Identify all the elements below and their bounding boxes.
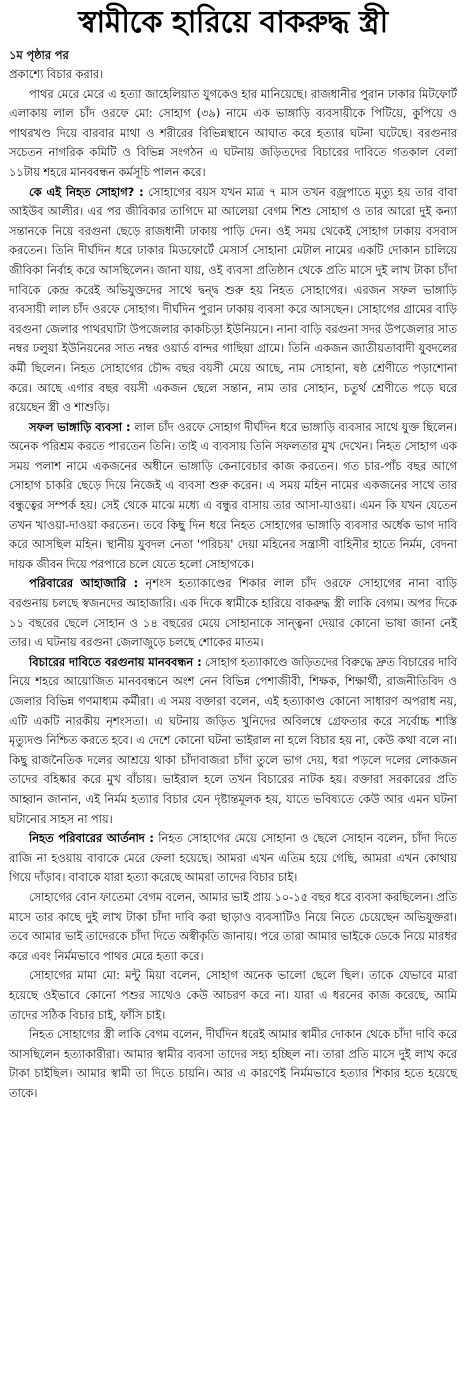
paragraph-text: নিহত সোহাগের মেয়ে সোহানা ও ছেলে সোহান বলেন, চাঁদা দিতে রাজি না হওয়ায় বাবাকে মেরে ফেলা হয়েছে। আমরা এখন এতিম হয়ে গেছি, আমরা এখন কোথায় গিয়ে দাঁড়াব। বাবাকে যারা হত্যা করেছে আমরা তাদের বিচার চাই।	[9, 831, 457, 885]
paragraph-text: নিহত সোহাগের স্ত্রী লাকি বেগম বলেন, দীর্ঘদিন ধরেই আমার স্বামীর দোকান থেকে চাঁদা দাবি করে আসছিলেন হত্যাকারীরা। আমার স্বামীর ব্যবসা তাদের সহ্য হচ্ছিল না। তারা প্রতি মাসে দুই লাখ করে টাকা চাইছিল। আমার স্বামী তা দিতে চায়নি। আর এ কারণেই নির্মমভাবে হত্যার শিকার হতে হয়েছে তাকে।	[9, 1027, 457, 1100]
article-body	[9, 46, 457, 1103]
paragraph	[9, 418, 457, 575]
paragraph	[9, 85, 457, 183]
paragraph-text: লাল চাঁদ ওরফে সোহাগ দীর্ঘদিন ধরে ভাঙ্গাড়ি ব্যবসার সাথে যুক্ত ছিলেন। অনেক পরিশ্রম করতে পারতেন তিনি। তাই এ ব্যবসায় তিনি সফলতার মুখ দেখেন। নিহত সোহাগ এক সময় পলাশ নামে একজনের অধীনে ভাঙ্গাড়ি কেনাবেচার কাজ করতেন। গত চার-পাঁচ বছর আগে সোহাগ চাকরি ছেড়ে দিয়ে নিজেই এ ব্যবসা শুরু করেন। এ সময় মহিন নামের একজনের সাথে তার বন্ধুত্বের সম্পর্ক হয়। সেই থেকে মাঝে মধ্যে এ বন্ধুর বাসায় তার আসা-যাওয়া। এমন কি যখন যেতেন তখন খাওয়া-দাওয়া করতেন। তবে কিছু দিন ধরে নিহত সোহাগের ভাঙ্গাড়ি ব্যবসার অর্ধেক ভাগ দাবি করে আসছিল মহিন। স্থানীয় যুবদল নেতা 'পরিচয়' দেয়া মহিনের সন্ত্রাসী বাহিনীর হাতে নির্মম, বেদনা দায়ক জীবন দিয়ে পরপারে চলে যেতে হলো সোহাগকে।	[9, 419, 457, 571]
headline: স্বামীকে হারিয়ে বাকরুদ্ধ স্ত্রী	[78, 5, 388, 40]
paragraph-text: সোহাগের বয়স যখন মাত্র ৭ মাস তখন বজ্রপাতে মৃত্যু হয় তার বাবা আইউব আলীর। এর পর জীবিকার তাগিদে মা আলেয়া বেগম শিশু সোহাগ ও তার আরো দুই কন্যা সন্তানকে নিয়ে বরগুনা ছেড়ে রাজধানী ঢাকায় পাড়ি দেন। ওই সময় থেকেই সোহাগ ঢাকায় বসবাস করতেন। তিনি দীর্ঘদিন ধরে ঢাকার মিডফোর্টে মেসার্স সোহানা মেটাল নামের একটি দোকান চালিয়ে জীবিকা নির্বাহ করে আসছিলেন। জানা যায়, ওই ব্যবসা প্রতিষ্ঠান থেকে প্রতি মাসে দুই লাখ টাকা চাঁদা দাবিকে কেন্দ্র করেই অভিযুক্তদের সাথে দ্বন্দ্ব শুরু হয় নিহত সোহাগের। এরজন সফল ভাঙ্গাড়ি ব্যবসায়ী লাল চাঁদ ওরফে সোহাগ। দীর্ঘদিন পুরান ঢাকায় ব্যবসা করে আসছেন। সোহাগের গ্রামের বাড়ি বরগুনা জেলার পাথরঘাটা উপজেলার কাকচিড়া ইউনিয়নে। নানা বাড়ি বরগুনা সদর উপজেলার সাত নম্বর ঢলুয়া ইউনিয়নের সাত নম্বর ওয়ার্ড বান্দর গাছিয়া গ্রামে। তিনি একজন জাতীয়তাবাদী যুবদলের কর্মী ছিলেন। নিহত সোহাগের চৌদ্দ বছর বয়সী মেয়ে আছে, নাম সোহানা, ষষ্ঠ শ্রেণীতে পড়াশোনা করে। আছে এগার বছর বয়সী একজন ছেলে সন্তান, নাম তার সোহান, চতুর্থ শ্রেণীতে পড়ে ঘরে রয়েছেন স্ত্রী ও শাশুড়ি।	[9, 184, 457, 415]
paragraph	[9, 183, 457, 418]
paragraph-subhead: বিচারের দাবিতে বরগুনায় মানববন্ধন :	[29, 654, 202, 669]
paragraph-text: সোহাগের মামা মো: মন্টু মিয়া বলেন, সোহাগ অনেক ভালো ছেলে ছিল। তাকে যেভাবে মারা হয়েছে ওইভাবে কোনো পশুর সাথেও কেউ আচরণ করে না। যারা এ ধরনের কাজ করেছে, আমি তাদের সঠিক বিচার চাই, ফাঁসি চাই।	[9, 968, 457, 1022]
paragraph-text: সোহাগের বোন ফাতেমা বেগম বলেন, আমার ভাই প্রায় ১০-১৫ বছর ধরে ব্যবসা করছিলেন। প্রতি মাসে তার কাছে দুই লাখ টাকা চাঁদা দাবি করা ছাড়াও ব্যবসাটিও নিয়ে নিতে চেয়েছেন অভিযুক্তরা। তবে আমার ভাই তাদেরকে চাঁদা দিতে অস্বীকৃতি জানায়। পরে তারা আমার ভাইকে ডেকে নিয়ে মারধর করে এবং নির্মমভাবে পাথর মেরে হত্যা করে।	[9, 889, 457, 963]
paragraph-text: প্রকাশ্যে বিচার করার।	[9, 67, 104, 81]
continued-from-label: ১ম পৃষ্ঠার পর	[9, 48, 69, 62]
paragraph-subhead: নিহত পরিবারের আর্তনাদ :	[29, 831, 154, 846]
paragraph	[9, 653, 457, 829]
paragraph-subhead: পরিবারের আহাজারি :	[29, 576, 139, 591]
paragraph-text: নৃশংস হত্যাকাণ্ডের শিকার লাল চাঁদ ওরফে সোহাগের নানা বাড়ি বরগুনায় চলছে স্বজনদের আহাজারি। এক দিকে স্বামীকে হারিয়ে বাকরুদ্ধ স্ত্রী লাকি বেগম। অপর দিকে ১১ বছরের ছেলে সোহান ও ১৪ বছরের মেয়ে সোহানাকে সান্ত্বনা দেয়ার কোনো ভাষা জানা নেই তার। এ ঘটনায় বরগুনা জেলাজুড়ে চলছে শোকের মাতম।	[9, 576, 457, 650]
paragraph-subhead: সফল ভাঙ্গাড়ি ব্যবসা :	[29, 419, 131, 434]
paragraph-text: পাথর মেরে মেরে এ হত্যা জাহেলিয়াত যুগকেও হার মানিয়েছে। রাজধানীর পুরান ঢাকার মিটফোর্ট এলাকায় লাল চাঁদ ওরফে মো: সোহাগ (৩৯) নামে এক ভাঙ্গাড়ি ব্যবসায়ীকে পিটিয়ে, কুপিয়ে ও পাথরখণ্ড দিয়ে বারবার মাথা ও শরীরের বিভিন্নস্থানে আঘাত করে হত্যার ঘটনা ঘটেছে। বরগুনার সচেতন নাগরিক কমিটি ও বিভিন্ন সংগঠন এ ঘটনায় জড়িতদের বিচারের দাবিতে গতকাল বেলা ১১টায় শহরে মানববন্ধন কর্মসূচি পালন করে।	[9, 86, 457, 179]
paragraph	[9, 966, 457, 1025]
paragraph	[9, 574, 457, 652]
paragraph-subhead: কে এই নিহত সোহাগ? :	[29, 184, 144, 199]
paragraph	[9, 829, 457, 888]
paragraph	[9, 65, 457, 85]
paragraph-text: সোহাগ হত্যাকাণ্ডে জড়িতদের বিরুদ্ধে দ্রুত বিচারের দাবি নিয়ে শহরে আয়োজিত মানববন্ধনে অংশ নেন বিভিন্ন পেশাজীবী, শিক্ষক, শিক্ষার্থী, রাজনীতিবিদ ও জেলার বিভিন্ন গণমাধ্যম কর্মীরা। এ সময় বক্তারা বলেন, এই হত্যাকাণ্ড কোনো সাধারণ অপরাধ নয়, এটি একটি নারকীয় নৃশংসতা। এ ঘটনায় জড়িত খুনিদের অবিলম্বে গ্রেফতার করে সর্বোচ্চ শাস্তি মৃত্যুদণ্ড নিশ্চিত করতে হবে। এ দেশে কোনো ঘটনা ভাইরাল না হলে বিচার হয় না, কেউ কথা বলে না। কিছু রাজনৈতিক দলের আশ্রয়ে থাকা চাঁদাবাজরা চাঁদা তুলে ভাগ দেয়, ধরা পড়লে দলের লোকজন তাদের বহিষ্কার করে মুখ বাঁচায়। ভাইরাল হলে তখন বিচারের নাটক হয়। বক্তারা সরকারের প্রতি আহ্বান জানান, এই নির্মম হত্যার বিচার যেন দৃষ্টান্তমূলক হয়, যাতে ভবিষ্যতে কেউ আর এমন ঘটনা ঘটানোর সাহস না পায়।	[9, 654, 458, 826]
paragraph	[9, 888, 457, 966]
paragraph	[9, 1025, 457, 1103]
